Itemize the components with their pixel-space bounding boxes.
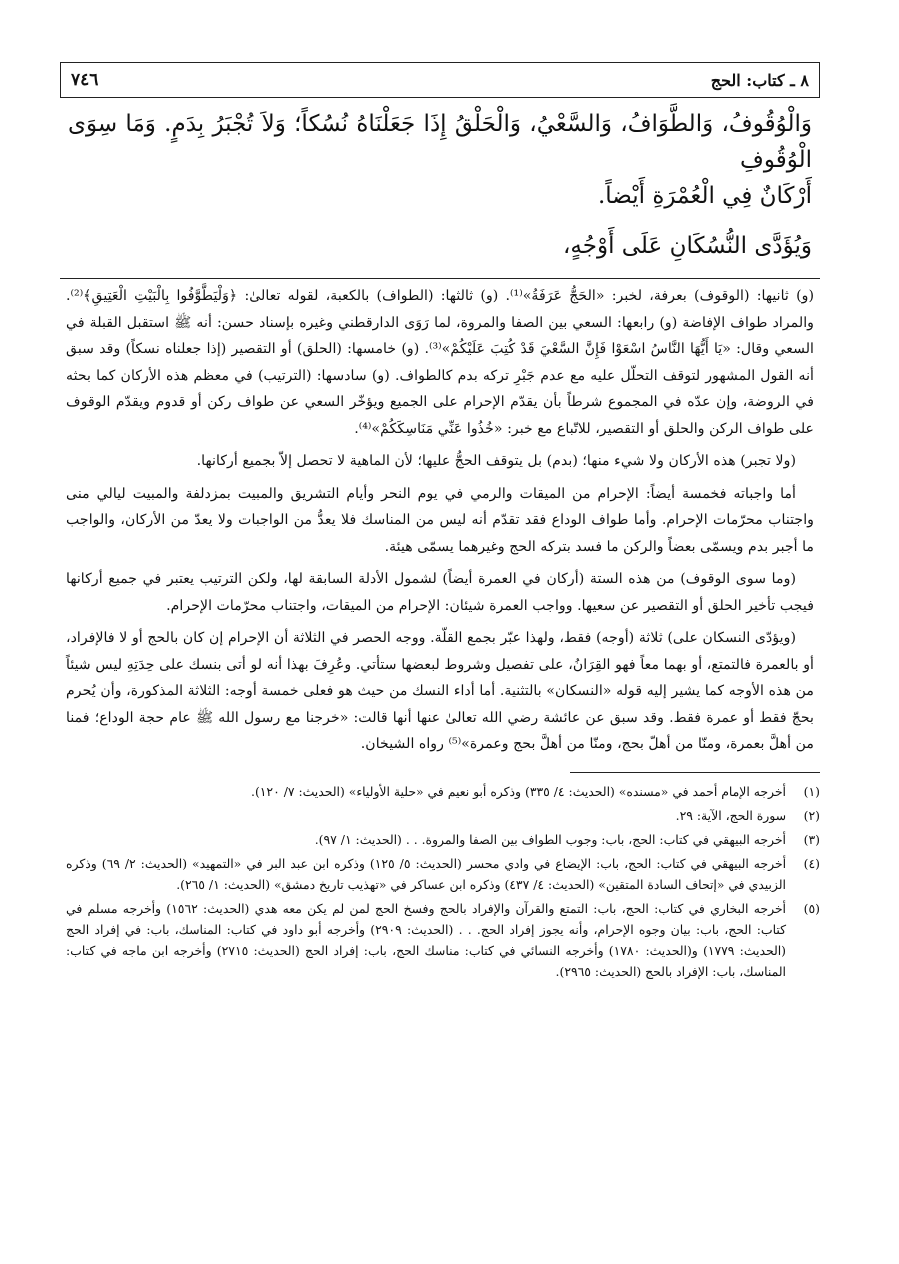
footnote-text: أخرجه الإمام أحمد في «مسنده» (الحديث: ٤/ ٣٣٥) وذكره أبو نعيم في «حلية الأولياء» (الحديث: ٧/ ١٢٠).	[251, 783, 786, 799]
page-header	[60, 62, 820, 98]
matn-line: أَرْكَانٌ فِي الْعُمْرَةِ أَيْضاً.	[597, 183, 812, 209]
footnote	[60, 781, 820, 802]
commentary-paragraph: (و) ثانيها: (الوقوف) بعرفة، لخبر: «الحَجُّ عَرَفَةُ»⁽¹⁾. (و) ثالثها: (الطواف) بالكعبة، لقوله تعالىٰ: ﴿وَلْيَطَّوَّفُوا بِالْبَيْتِ الْعَتِيقِ﴾⁽²⁾. والمراد طواف الإفاضة (و) رابعها: السعي بين الصفا والمروة، لما رَوَى الدارقطني وغيره بإسناد حسن: أنه ﷺ استقبل القبلة في السعي وقال: «يَا أَيُّهَا النَّاسُ اسْعَوْا فَإِنَّ السَّعْيَ قَدْ كُتِبَ عَلَيْكُمْ»⁽³⁾. (و) خامسها: (الحلق) أو التقصير (إذا جعلناه نسكاً) وقد سبق أنه القول المشهور لتوقف التحلّل عليه مع عدم جَبْرِ تركه بدم كالطواف. (و) سادسها: (الترتيب) في معظم هذه الأركان كما بحثه في الروضة، وإن عدّه في المجموع شرطاً بأن يقدّم الإحرام على الجميع ويؤخّر السعي عن طواف ركن أو قدوم ويقدّم الوقوف على طواف الركن والحلق أو التقصير، للاتّباع مع خبر: «خُذُوا عَنِّي مَنَاسِكَكُمْ»⁽⁴⁾.	[66, 288, 814, 437]
commentary-paragraph: (ولا تجبر) هذه الأركان ولا شيء منها؛ (بدم) بل يتوقف الحجُّ عليها؛ لأن الماهية لا تحصل إلاّ بجميع أركانها.	[196, 453, 796, 469]
footnote-number: (٢)	[803, 807, 820, 823]
footnote	[60, 853, 820, 895]
footnote-text: أخرجه البخاري في كتاب: الحج، باب: التمتع والقرآن والإفراد بالحج وفسخ الحج لمن لم يكن معه هدي (الحديث: ١٥٦٢) وأخرجه مسلم في كتاب: الحج، باب: بيان وجوه الإحرام، وأنه يجوز إفراد الحج. . . (الحديث: ٢٩٠٩) وأخرجه أبو داود في كتاب: المناسك، باب: في إفراد الحج (الحديث: ١٧٧٩) و(الحديث: ١٧٨٠) وأخرجه النسائي في كتاب: مناسك الحج، باب: إفراد الحج (الحديث: ٢٧١٥) وأخرجه ابن ماجه في كتاب: المناسك، باب: الإفراد بالحج (الحديث: ٢٩٦٥).	[66, 900, 787, 979]
footnote-text: أخرجه البيهقي في كتاب: الحج، باب: وجوب الطواف بين الصفا والمروة. . . (الحديث: ١/ ٩٧).	[314, 831, 786, 847]
book-page	[60, 62, 820, 982]
footnote-number: (٣)	[803, 831, 820, 847]
commentary-paragraph: (ويؤدّى النسكان على) ثلاثة (أوجه) فقط، ولهذا عبّر بجمع القلّة. ووجه الحصر في الثلاثة أن الإحرام إن كان بالحج أو لا فالإفراد، أو بالعمرة فالتمتع، أو بهما معاً فهو القِرَانُ، على تفصيل وشروط لبعضها ستأتي. وعُرِفَ بهذا أنه لو أتى بنسك على حِدَتِهِ ليس شيئاً من هذه الأوجه كما يشير إليه قوله «النسكان» بالتثنية. أما أداء النسك من حيث هو فعلى خمسة أوجه: الثلاثة المذكورة، وأن يُحرم بحجّ فقط أو عمرة فقط. وقد سبق عن عائشة رضي الله تعالىٰ عنها أنها قالت: «خرجنا مع رسول الله ﷺ عام حجة الوداع؛ فمنا من أهلَّ بعمرة، ومنّا من أهلّ بحج، ومنّا من أهلَّ بحج وعمرة»⁽⁵⁾ رواه الشيخان.	[66, 630, 814, 752]
footnotes	[60, 781, 820, 982]
footnote-number: (٥)	[803, 900, 820, 916]
footnote	[60, 898, 820, 982]
footnote-number: (٤)	[803, 855, 820, 871]
main-text	[60, 106, 820, 264]
footnote	[60, 805, 820, 826]
footnote-separator	[570, 772, 820, 773]
footnote-text: أخرجه البيهقي في كتاب: الحج، باب: الإيضاع في وادي محسر (الحديث: ٥/ ١٢٥) وذكره ابن عبد البر في «التمهيد» (الحديث: ٢/ ٦٩) وذكره الزبيدي في «إتحاف السادة المتقين» (الحديث: ٤/ ٤٣٧) وذكره ابن عساكر في «تهذيب تاريخ دمشق» (الحديث: ١/ ٢٦٥).	[66, 855, 787, 892]
matn-line: وَيُؤَدَّى النُّسُكَانِ عَلَى أَوْجُهٍ،	[562, 233, 812, 259]
chapter-title: ٨ ـ كتاب: الحج	[710, 70, 809, 90]
footnote	[60, 829, 820, 850]
commentary	[60, 283, 820, 758]
matn-line: وَالْوُقُوفُ، وَالطَّوَافُ، وَالسَّعْيُ، وَالْحَلْقُ إِذَا جَعَلْنَاهُ نُسُكاً؛ وَلاَ تُجْبَرُ بِدَمٍ. وَمَا سِوَى الْوُقُوفِ	[68, 111, 812, 173]
commentary-paragraph: أما واجباته فخمسة أيضاً: الإحرام من الميقات والرمي في يوم النحر وأيام التشريق والمبيت بمزدلفة والمبيت ليالي منى واجتناب محرّمات الإحرام. وأما طواف الوداع فقد تقدّم أنه ليس من المناسك فلا يعدُّ من الواجبات ولا يعدّ من الأركان، والواجب ما أجبر بدم ويسمّى بعضاً والركن ما فسد بتركه الحج وغيرهما يسمّى هيئة.	[66, 485, 814, 555]
footnote-text: سورة الحج، الآية: ٢٩.	[675, 807, 786, 823]
section-divider	[60, 278, 820, 279]
commentary-paragraph: (وما سوى الوقوف) من هذه الستة (أركان في العمرة أيضاً) لشمول الأدلة السابقة لها، ولكن الترتيب يعتبر في جميع أركانها فيجب تأخير الحلق أو التقصير عن سعيها. وواجب العمرة شيئان: الإحرام من الميقات، واجتناب محرّمات الإحرام.	[66, 571, 814, 614]
page-number: ٧٤٦	[71, 70, 99, 90]
footnote-number: (١)	[803, 783, 820, 799]
